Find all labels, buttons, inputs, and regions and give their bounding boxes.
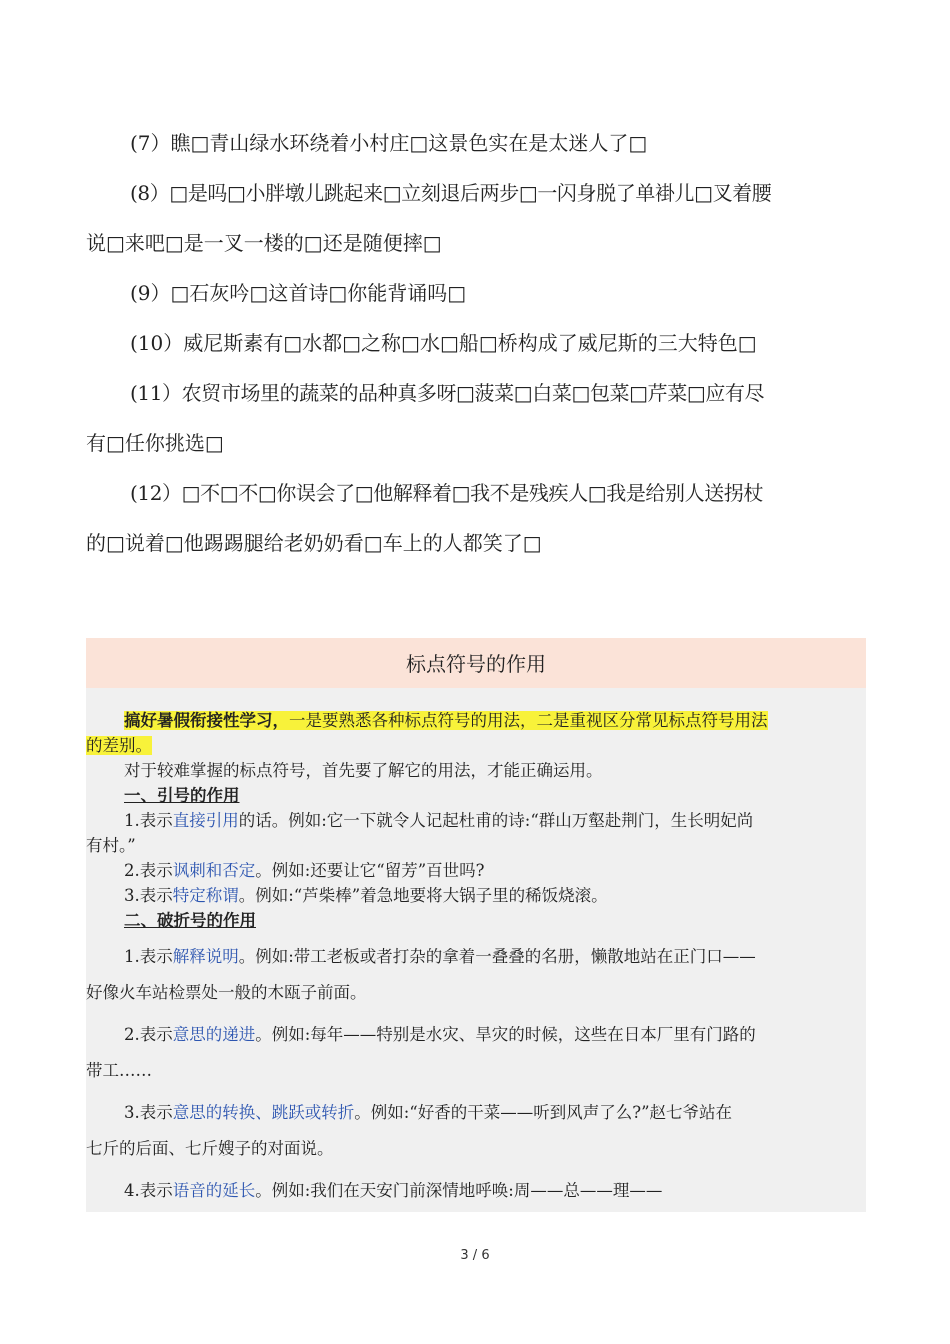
exercise-list bbox=[86, 118, 866, 568]
dash-usage-2-key: 意思的递进 bbox=[172, 1025, 256, 1044]
dash-usage-4-key: 语音的延长 bbox=[172, 1181, 256, 1200]
quote-usage-3 bbox=[86, 883, 866, 908]
dash-usage-1-text: 。例如:带工老板或者打杂的拿着一叠叠的名册，懒散地站在正门口—— bbox=[238, 947, 756, 966]
dash-usage-4-text: 。例如:我们在天安门前深情地呼唤:周——总——理—— bbox=[255, 1181, 663, 1200]
exercise-11-line-2: 有□任你挑选□ bbox=[86, 431, 224, 455]
intro-highlight-bold: 搞好暑假衔接性学习， bbox=[124, 711, 289, 730]
dash-usage-2-cont: 带工…… bbox=[86, 1061, 152, 1080]
exercise-8-line-1: (8）□是吗□小胖墩儿跳起来□立刻退后两步□一闪身脱了单褂儿□叉着腰 bbox=[130, 181, 772, 205]
panel-body bbox=[86, 688, 866, 1209]
exercise-12-line-2: 的□说着□他踢踢腿给老奶奶看□车上的人都笑了□ bbox=[86, 531, 542, 555]
dash-usage-1-prefix: 1.表示 bbox=[124, 947, 173, 966]
exercise-7: (7）瞧□青山绿水环绕着小村庄□这景色实在是太迷人了□ bbox=[130, 131, 648, 155]
dash-usage-4-prefix: 4.表示 bbox=[124, 1181, 173, 1200]
exercise-9: (9）□石灰吟□这首诗□你能背诵吗□ bbox=[130, 281, 467, 305]
quote-usage-1-cont: 有村。” bbox=[86, 836, 136, 855]
dash-usage-3-cont: 七斤的后面、七斤嫂子的对面说。 bbox=[86, 1139, 334, 1158]
quote-usage-2-prefix: 2.表示 bbox=[124, 861, 173, 880]
dash-usage-3-key: 意思的转换、跳跃或转折 bbox=[172, 1103, 355, 1122]
dash-usage-2-text: 。例如:每年——特别是水灾、旱灾的时候，这些在日本厂里有门路的 bbox=[255, 1025, 756, 1044]
exercise-10: (10）威尼斯素有□水都□之称□水□船□桥构成了威尼斯的三大特色□ bbox=[130, 331, 757, 355]
quote-usage-2-key: 讽刺和否定 bbox=[172, 861, 256, 880]
quote-usage-1 bbox=[86, 808, 866, 833]
punctuation-usage-panel bbox=[86, 638, 866, 1212]
exercise-8-line-2: 说□来吧□是一叉一楼的□还是随便摔□ bbox=[86, 231, 442, 255]
intro-highlight-text: 一是要熟悉各种标点符号的用法，二是重视区分常见标点符号用法 bbox=[289, 711, 768, 730]
quote-usage-3-key: 特定称谓 bbox=[172, 886, 239, 905]
dash-usage-1 bbox=[86, 939, 866, 975]
dash-usage-1-cont: 好像火车站检票处一般的木瓯子前面。 bbox=[86, 983, 367, 1002]
section-heading-quotes: 一、引号的作用 bbox=[124, 786, 240, 805]
quote-usage-2-text: 。例如:还要让它“留芳”百世吗? bbox=[255, 861, 485, 880]
section-heading-dash: 二、破折号的作用 bbox=[124, 911, 256, 930]
exercise-12-line-1: (12）□不□不□你误会了□他解释着□我不是残疾人□我是给别人送拐杖 bbox=[130, 481, 764, 505]
intro-paragraph bbox=[86, 708, 866, 733]
intro-paragraph-cont bbox=[86, 733, 866, 758]
quote-usage-2 bbox=[86, 858, 866, 883]
dash-usage-1-key: 解释说明 bbox=[172, 947, 239, 966]
intro-paragraph-2: 对于较难掌握的标点符号，首先要了解它的用法，才能正确运用。 bbox=[124, 761, 603, 780]
quote-usage-3-text: 。例如:“芦柴棒”着急地要将大锅子里的稀饭烧滚。 bbox=[238, 886, 608, 905]
quote-usage-1-key: 直接引用 bbox=[172, 811, 239, 830]
panel-title: 标点符号的作用 bbox=[86, 638, 866, 688]
dash-usage-2 bbox=[86, 1017, 866, 1053]
dash-usage-4 bbox=[86, 1173, 866, 1209]
dash-usage-3 bbox=[86, 1095, 866, 1131]
dash-usage-2-prefix: 2.表示 bbox=[124, 1025, 173, 1044]
quote-usage-1-prefix: 1.表示 bbox=[124, 811, 173, 830]
quote-usage-1-text: 的话。例如:它一下就令人记起杜甫的诗:“群山万壑赴荆门，生长明妃尚 bbox=[238, 811, 754, 830]
dash-usage-3-prefix: 3.表示 bbox=[124, 1103, 173, 1122]
dash-usage-3-text: 。例如:“好香的干菜——听到风声了么?”赵七爷站在 bbox=[354, 1103, 733, 1122]
quote-usage-3-prefix: 3.表示 bbox=[124, 886, 173, 905]
exercise-11-line-1: (11）农贸市场里的蔬菜的品种真多呀□菠菜□白菜□包菜□芹菜□应有尽 bbox=[130, 381, 765, 405]
page-number: 3 / 6 bbox=[460, 1248, 490, 1263]
intro-highlight-cont: 的差别。 bbox=[86, 736, 152, 755]
